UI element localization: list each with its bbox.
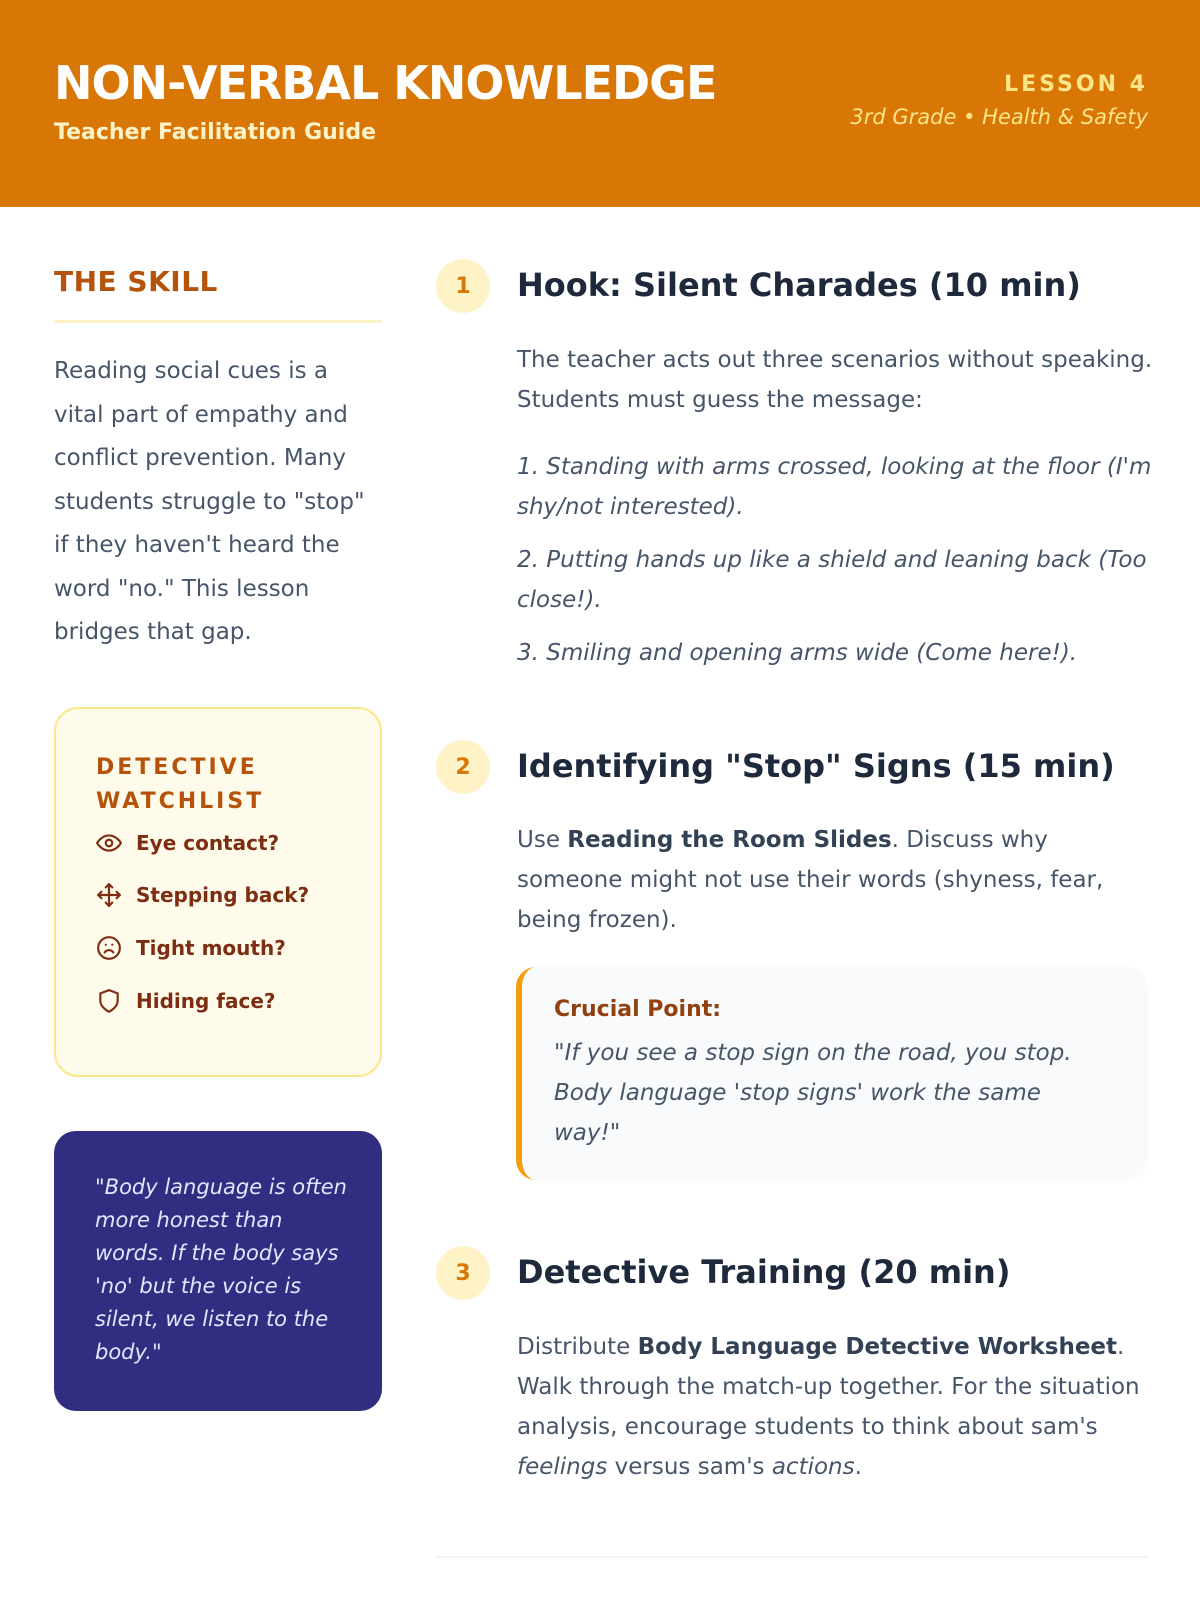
watchlist-item-label: Hiding face? xyxy=(136,989,276,1013)
step-text: Distribute xyxy=(517,1334,638,1360)
skill-heading: THE SKILL xyxy=(54,265,218,298)
step-number-badge: 3 xyxy=(436,1246,490,1300)
lesson-number: LESSON 4 xyxy=(1004,72,1148,97)
crucial-point-callout xyxy=(516,967,1148,1180)
eye-icon xyxy=(96,830,122,856)
move-icon xyxy=(96,882,122,908)
quote-text: "Body language is often more honest than words. If the body says 'no' but the voice is silent, we listen to the body." xyxy=(95,1175,347,1364)
watchlist-title: DETECTIVE WATCHLIST xyxy=(96,755,265,814)
skill-text: Reading social cues is a vital part of empathy and conflict prevention. Many students struggle to "stop" if they haven't heard the word "no." This lesson bridges that gap. xyxy=(54,358,365,645)
step-title: Detective Training (20 min) xyxy=(517,1253,1011,1291)
step-description xyxy=(517,820,1157,940)
step-description xyxy=(517,1327,1157,1487)
page-subtitle: Teacher Facilitation Guide xyxy=(54,120,377,145)
crucial-point-label: Crucial Point: xyxy=(554,997,722,1022)
step-text: Use xyxy=(517,827,568,853)
resource-name: Body Language Detective Worksheet xyxy=(637,1334,1118,1360)
watchlist-item xyxy=(96,933,286,963)
resource-name: Reading the Room Slides xyxy=(567,827,892,853)
watchlist-item xyxy=(96,828,279,858)
skill-divider xyxy=(54,320,382,323)
watchlist-item-label: Tight mouth? xyxy=(136,936,286,960)
section-divider xyxy=(436,1556,1148,1558)
step-intro: The teacher acts out three scenarios without speaking. Students must guess the message: xyxy=(517,347,1153,413)
quote-card xyxy=(54,1131,382,1411)
shield-icon xyxy=(96,988,122,1014)
detective-watchlist xyxy=(54,707,382,1077)
step-text: . xyxy=(854,1454,862,1480)
scenario-item: 3. Smiling and opening arms wide (Come here!). xyxy=(517,640,1078,666)
step-title: Identifying "Stop" Signs (15 min) xyxy=(517,747,1115,785)
step-text: . Discuss why someone might not use their words (shyness, fear, being frozen). xyxy=(517,827,1104,933)
scenario-item: 1. Standing with arms crossed, looking at the floor (I'm shy/not interested). xyxy=(517,454,1152,520)
watchlist-item-label: Stepping back? xyxy=(136,883,310,907)
step-text: . Walk through the match-up together. For the situation analysis, encourage students to think about sam's xyxy=(517,1334,1140,1440)
frown-icon xyxy=(96,935,122,961)
page-title: NON-VERBAL KNOWLEDGE xyxy=(54,56,717,110)
step-number-badge: 1 xyxy=(436,259,490,313)
step-title: Hook: Silent Charades (10 min) xyxy=(517,266,1081,304)
emphasis-text: actions xyxy=(771,1454,855,1480)
step-text: versus sam's xyxy=(607,1454,772,1480)
watchlist-item-label: Eye contact? xyxy=(136,831,280,855)
watchlist-item xyxy=(96,880,309,910)
page-header xyxy=(0,0,1200,207)
watchlist-item xyxy=(96,986,276,1016)
lesson-meta: 3rd Grade • Health & Safety xyxy=(850,105,1148,129)
scenario-item: 2. Putting hands up like a shield and leaning back (Too close!). xyxy=(517,547,1147,613)
crucial-point-quote: "If you see a stop sign on the road, you stop. Body language 'stop signs' work the same way!" xyxy=(554,1040,1072,1146)
emphasis-text: feelings xyxy=(517,1454,608,1480)
step-number-badge: 2 xyxy=(436,740,490,794)
